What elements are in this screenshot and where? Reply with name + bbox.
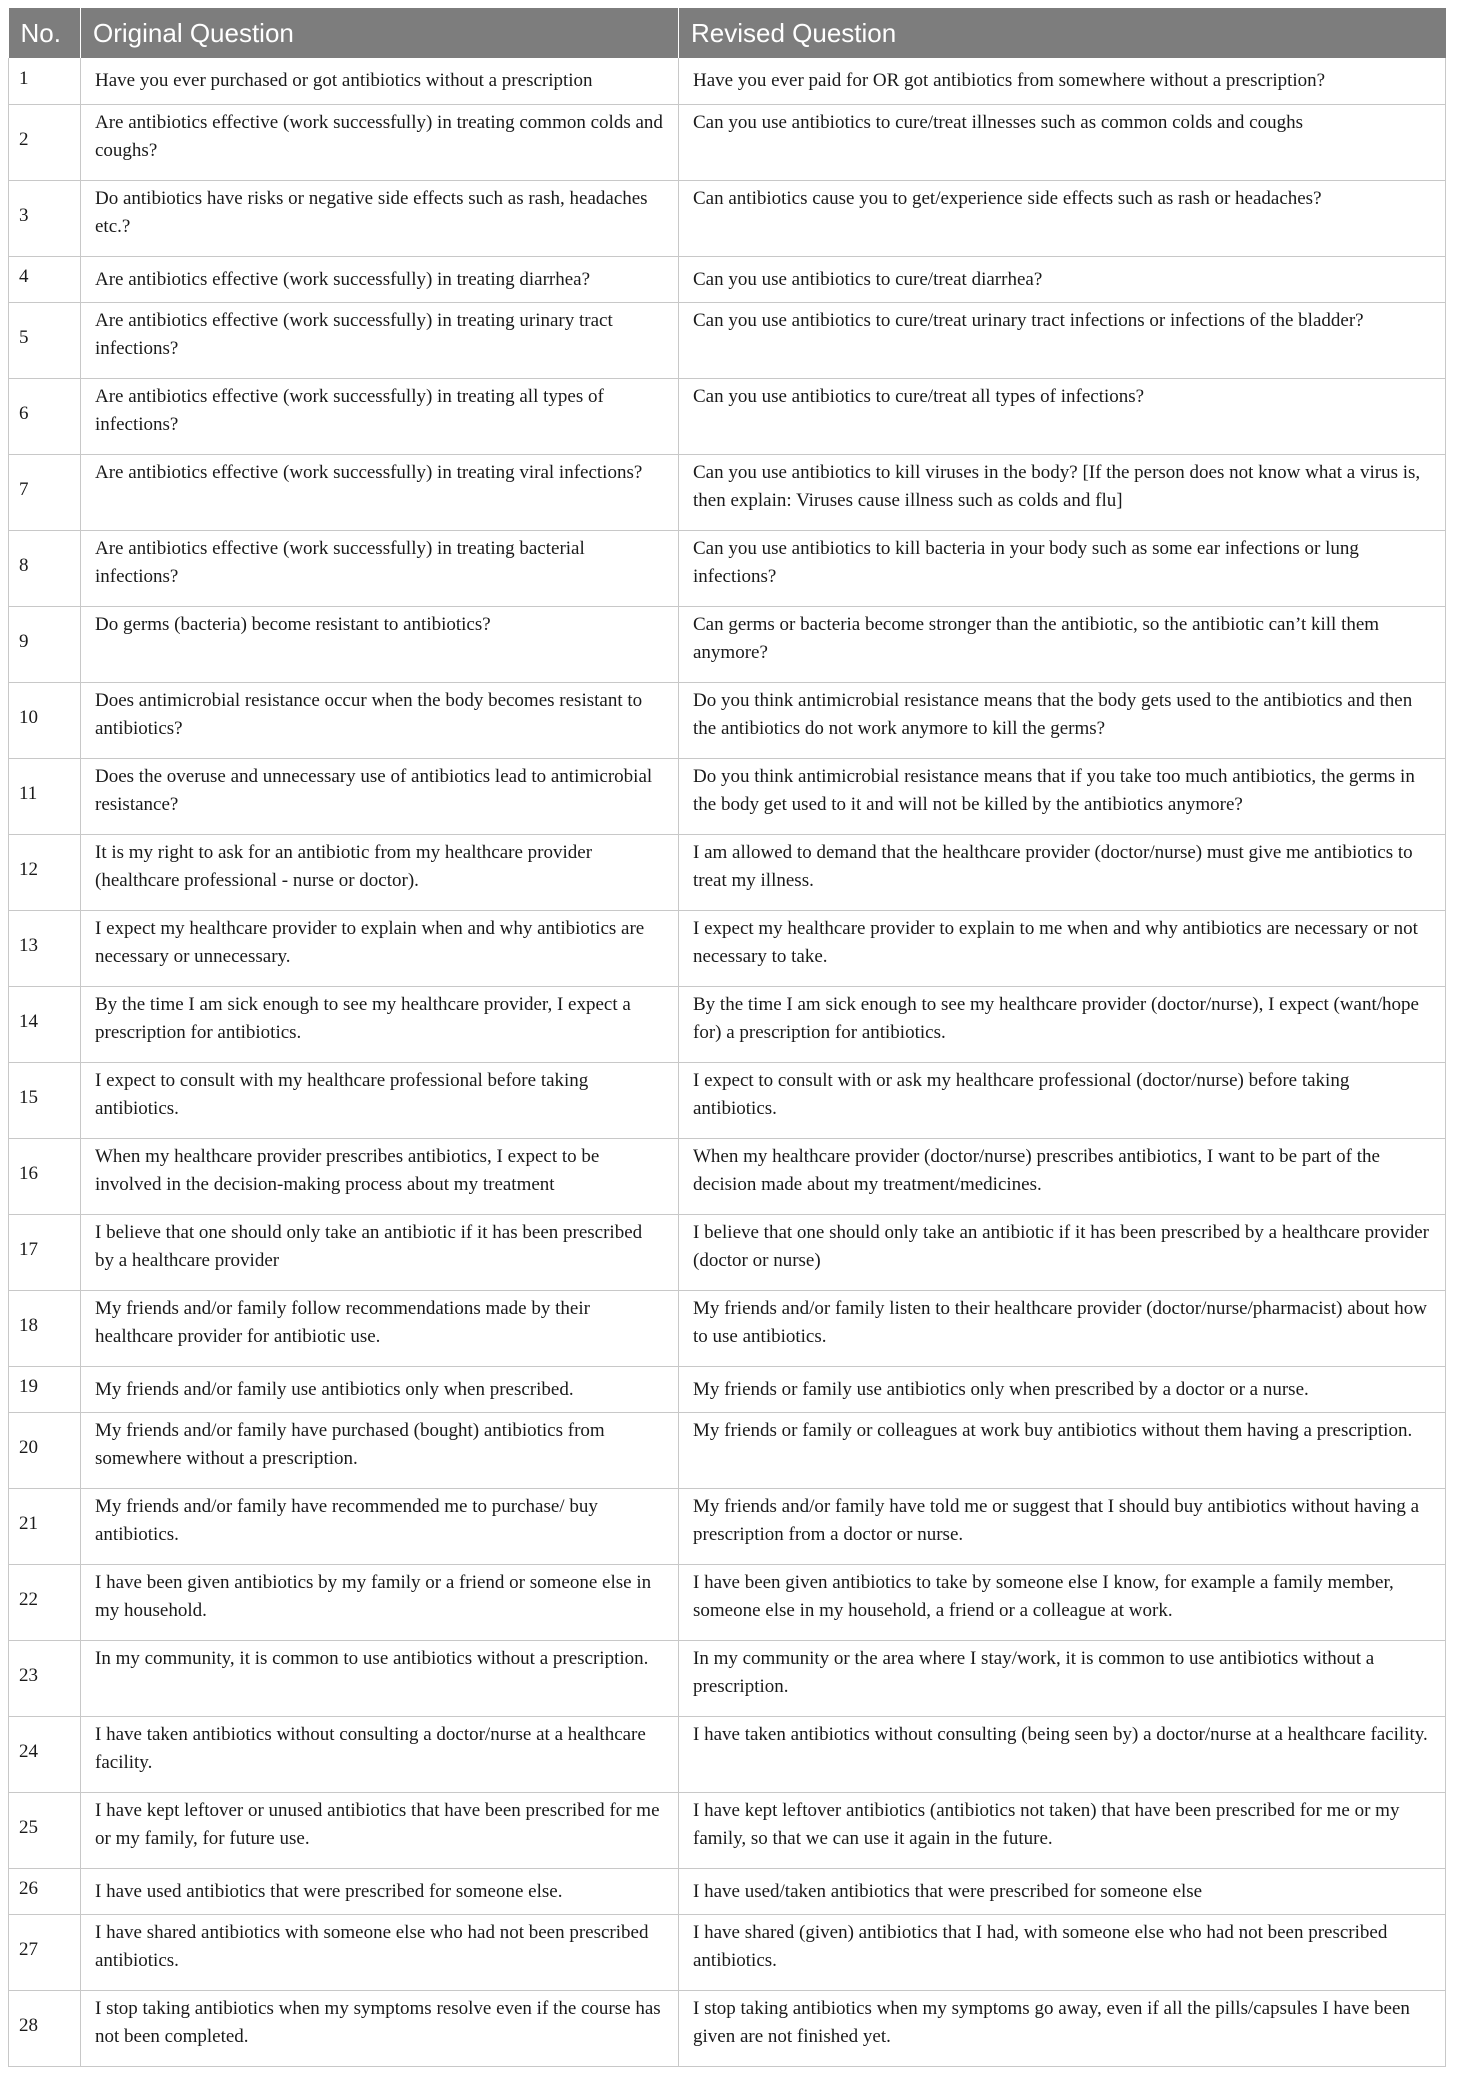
original-question-cell: I believe that one should only take an antibiotic if it has been prescribed by a healthcare provider bbox=[81, 1214, 679, 1290]
original-question-cell: In my community, it is common to use antibiotics without a prescription. bbox=[81, 1640, 679, 1716]
original-question-cell: Are antibiotics effective (work successfully) in treating viral infections? bbox=[81, 454, 679, 530]
table-row bbox=[9, 1412, 1446, 1488]
revised-question-cell: I expect my healthcare provider to explain to me when and why antibiotics are necessary or not necessary to take. bbox=[679, 910, 1446, 986]
table-body bbox=[9, 58, 1446, 2066]
original-question-cell: I have used antibiotics that were prescribed for someone else. bbox=[81, 1868, 679, 1914]
original-question-cell: By the time I am sick enough to see my healthcare provider, I expect a prescription for antibiotics. bbox=[81, 986, 679, 1062]
header-original-question: Original Question bbox=[81, 8, 679, 58]
table-row bbox=[9, 606, 1446, 682]
table-row bbox=[9, 1716, 1446, 1792]
row-number: 20 bbox=[9, 1412, 81, 1488]
questions-table-container bbox=[8, 8, 1445, 2067]
revised-question-cell: My friends or family use antibiotics only when prescribed by a doctor or a nurse. bbox=[679, 1366, 1446, 1412]
revised-question-cell: I have shared (given) antibiotics that I had, with someone else who had not been prescribed antibiotics. bbox=[679, 1914, 1446, 1990]
original-question-cell: My friends and/or family follow recommendations made by their healthcare provider for antibiotic use. bbox=[81, 1290, 679, 1366]
row-number: 21 bbox=[9, 1488, 81, 1564]
row-number: 8 bbox=[9, 530, 81, 606]
table-row bbox=[9, 256, 1446, 302]
table-row bbox=[9, 58, 1446, 104]
table-row bbox=[9, 986, 1446, 1062]
revised-question-cell: Can antibiotics cause you to get/experience side effects such as rash or headaches? bbox=[679, 180, 1446, 256]
row-number: 13 bbox=[9, 910, 81, 986]
table-row bbox=[9, 1062, 1446, 1138]
original-question-cell: I have taken antibiotics without consulting a doctor/nurse at a healthcare facility. bbox=[81, 1716, 679, 1792]
revised-question-cell: I believe that one should only take an antibiotic if it has been prescribed by a healthcare provider (doctor or nurse) bbox=[679, 1214, 1446, 1290]
revised-question-cell: I expect to consult with or ask my healthcare professional (doctor/nurse) before taking antibiotics. bbox=[679, 1062, 1446, 1138]
revised-question-cell: My friends or family or colleagues at work buy antibiotics without them having a prescription. bbox=[679, 1412, 1446, 1488]
revised-question-cell: My friends and/or family have told me or suggest that I should buy antibiotics without having a prescription from a doctor or nurse. bbox=[679, 1488, 1446, 1564]
table-row bbox=[9, 180, 1446, 256]
original-question-cell: I expect to consult with my healthcare professional before taking antibiotics. bbox=[81, 1062, 679, 1138]
revised-question-cell: I have kept leftover antibiotics (antibiotics not taken) that have been prescribed for me or my family, so that we can use it again in the future. bbox=[679, 1792, 1446, 1868]
revised-question-cell: Can germs or bacteria become stronger than the antibiotic, so the antibiotic can’t kill them anymore? bbox=[679, 606, 1446, 682]
row-number: 15 bbox=[9, 1062, 81, 1138]
row-number: 25 bbox=[9, 1792, 81, 1868]
table-row bbox=[9, 104, 1446, 180]
row-number: 27 bbox=[9, 1914, 81, 1990]
row-number: 28 bbox=[9, 1990, 81, 2066]
table-row bbox=[9, 1640, 1446, 1716]
original-question-cell: My friends and/or family have purchased (bought) antibiotics from somewhere without a prescription. bbox=[81, 1412, 679, 1488]
revised-question-cell: My friends and/or family listen to their healthcare provider (doctor/nurse/pharmacist) about how to use antibiotics. bbox=[679, 1290, 1446, 1366]
original-question-cell: I expect my healthcare provider to explain when and why antibiotics are necessary or unnecessary. bbox=[81, 910, 679, 986]
row-number: 16 bbox=[9, 1138, 81, 1214]
revised-question-cell: I have used/taken antibiotics that were prescribed for someone else bbox=[679, 1868, 1446, 1914]
table-row bbox=[9, 1914, 1446, 1990]
header-revised-question: Revised Question bbox=[679, 8, 1446, 58]
revised-question-cell: Can you use antibiotics to cure/treat urinary tract infections or infections of the bladder? bbox=[679, 302, 1446, 378]
revised-question-cell: Can you use antibiotics to cure/treat illnesses such as common colds and coughs bbox=[679, 104, 1446, 180]
original-question-cell: Does antimicrobial resistance occur when the body becomes resistant to antibiotics? bbox=[81, 682, 679, 758]
original-question-cell: I have shared antibiotics with someone else who had not been prescribed antibiotics. bbox=[81, 1914, 679, 1990]
original-question-cell: My friends and/or family have recommended me to purchase/ buy antibiotics. bbox=[81, 1488, 679, 1564]
row-number: 9 bbox=[9, 606, 81, 682]
header-no: No. bbox=[9, 8, 81, 58]
row-number: 22 bbox=[9, 1564, 81, 1640]
table-row bbox=[9, 1290, 1446, 1366]
revised-question-cell: Do you think antimicrobial resistance means that if you take too much antibiotics, the germs in the body get used to it and will not be killed by the antibiotics anymore? bbox=[679, 758, 1446, 834]
revised-question-cell: When my healthcare provider (doctor/nurse) prescribes antibiotics, I want to be part of the decision made about my treatment/medicines. bbox=[679, 1138, 1446, 1214]
table-row bbox=[9, 1488, 1446, 1564]
row-number: 18 bbox=[9, 1290, 81, 1366]
row-number: 5 bbox=[9, 302, 81, 378]
table-row bbox=[9, 1138, 1446, 1214]
row-number: 26 bbox=[9, 1868, 81, 1914]
original-question-cell: When my healthcare provider prescribes antibiotics, I expect to be involved in the decision-making process about my treatment bbox=[81, 1138, 679, 1214]
original-question-cell: Does the overuse and unnecessary use of antibiotics lead to antimicrobial resistance? bbox=[81, 758, 679, 834]
original-question-cell: Are antibiotics effective (work successfully) in treating common colds and coughs? bbox=[81, 104, 679, 180]
original-question-cell: My friends and/or family use antibiotics only when prescribed. bbox=[81, 1366, 679, 1412]
original-question-cell: Do antibiotics have risks or negative side effects such as rash, headaches etc.? bbox=[81, 180, 679, 256]
revised-question-cell: By the time I am sick enough to see my healthcare provider (doctor/nurse), I expect (want/hope for) a prescription for antibiotics. bbox=[679, 986, 1446, 1062]
table-header bbox=[9, 8, 1446, 58]
table-row bbox=[9, 1564, 1446, 1640]
table-row bbox=[9, 1792, 1446, 1868]
original-question-cell: Are antibiotics effective (work successfully) in treating urinary tract infections? bbox=[81, 302, 679, 378]
row-number: 10 bbox=[9, 682, 81, 758]
table-row bbox=[9, 530, 1446, 606]
table-row bbox=[9, 834, 1446, 910]
revised-question-cell: I stop taking antibiotics when my symptoms go away, even if all the pills/capsules I have been given are not finished yet. bbox=[679, 1990, 1446, 2066]
row-number: 23 bbox=[9, 1640, 81, 1716]
revised-question-cell: Can you use antibiotics to cure/treat all types of infections? bbox=[679, 378, 1446, 454]
table-row bbox=[9, 1868, 1446, 1914]
table-row bbox=[9, 910, 1446, 986]
revised-question-cell: Do you think antimicrobial resistance means that the body gets used to the antibiotics and then the antibiotics do not work anymore to kill the germs? bbox=[679, 682, 1446, 758]
original-question-cell: Have you ever purchased or got antibiotics without a prescription bbox=[81, 58, 679, 104]
revised-question-cell: I am allowed to demand that the healthcare provider (doctor/nurse) must give me antibiotics to treat my illness. bbox=[679, 834, 1446, 910]
row-number: 4 bbox=[9, 256, 81, 302]
table-row bbox=[9, 1366, 1446, 1412]
table-row bbox=[9, 682, 1446, 758]
original-question-cell: I stop taking antibiotics when my symptoms resolve even if the course has not been completed. bbox=[81, 1990, 679, 2066]
revised-question-cell: I have been given antibiotics to take by someone else I know, for example a family member, someone else in my household, a friend or a colleague at work. bbox=[679, 1564, 1446, 1640]
original-question-cell: Do germs (bacteria) become resistant to antibiotics? bbox=[81, 606, 679, 682]
original-question-cell: Are antibiotics effective (work successfully) in treating bacterial infections? bbox=[81, 530, 679, 606]
original-question-cell: I have been given antibiotics by my family or a friend or someone else in my household. bbox=[81, 1564, 679, 1640]
row-number: 19 bbox=[9, 1366, 81, 1412]
revised-question-cell: In my community or the area where I stay/work, it is common to use antibiotics without a prescription. bbox=[679, 1640, 1446, 1716]
row-number: 3 bbox=[9, 180, 81, 256]
questions-table bbox=[8, 8, 1446, 2067]
original-question-cell: Are antibiotics effective (work successfully) in treating diarrhea? bbox=[81, 256, 679, 302]
row-number: 12 bbox=[9, 834, 81, 910]
row-number: 11 bbox=[9, 758, 81, 834]
table-row bbox=[9, 758, 1446, 834]
header-row bbox=[9, 8, 1446, 58]
table-row bbox=[9, 1990, 1446, 2066]
original-question-cell: It is my right to ask for an antibiotic from my healthcare provider (healthcare professional - nurse or doctor). bbox=[81, 834, 679, 910]
table-row bbox=[9, 302, 1446, 378]
revised-question-cell: Can you use antibiotics to kill viruses in the body? [If the person does not know what a virus is, then explain: Viruses cause illness such as colds and flu] bbox=[679, 454, 1446, 530]
revised-question-cell: Can you use antibiotics to cure/treat diarrhea? bbox=[679, 256, 1446, 302]
revised-question-cell: Have you ever paid for OR got antibiotics from somewhere without a prescription? bbox=[679, 58, 1446, 104]
table-row bbox=[9, 378, 1446, 454]
row-number: 1 bbox=[9, 58, 81, 104]
row-number: 2 bbox=[9, 104, 81, 180]
row-number: 24 bbox=[9, 1716, 81, 1792]
revised-question-cell: Can you use antibiotics to kill bacteria in your body such as some ear infections or lung infections? bbox=[679, 530, 1446, 606]
original-question-cell: I have kept leftover or unused antibiotics that have been prescribed for me or my family, for future use. bbox=[81, 1792, 679, 1868]
row-number: 17 bbox=[9, 1214, 81, 1290]
table-row bbox=[9, 454, 1446, 530]
row-number: 6 bbox=[9, 378, 81, 454]
row-number: 7 bbox=[9, 454, 81, 530]
original-question-cell: Are antibiotics effective (work successfully) in treating all types of infections? bbox=[81, 378, 679, 454]
table-row bbox=[9, 1214, 1446, 1290]
row-number: 14 bbox=[9, 986, 81, 1062]
revised-question-cell: I have taken antibiotics without consulting (being seen by) a doctor/nurse at a healthcare facility. bbox=[679, 1716, 1446, 1792]
